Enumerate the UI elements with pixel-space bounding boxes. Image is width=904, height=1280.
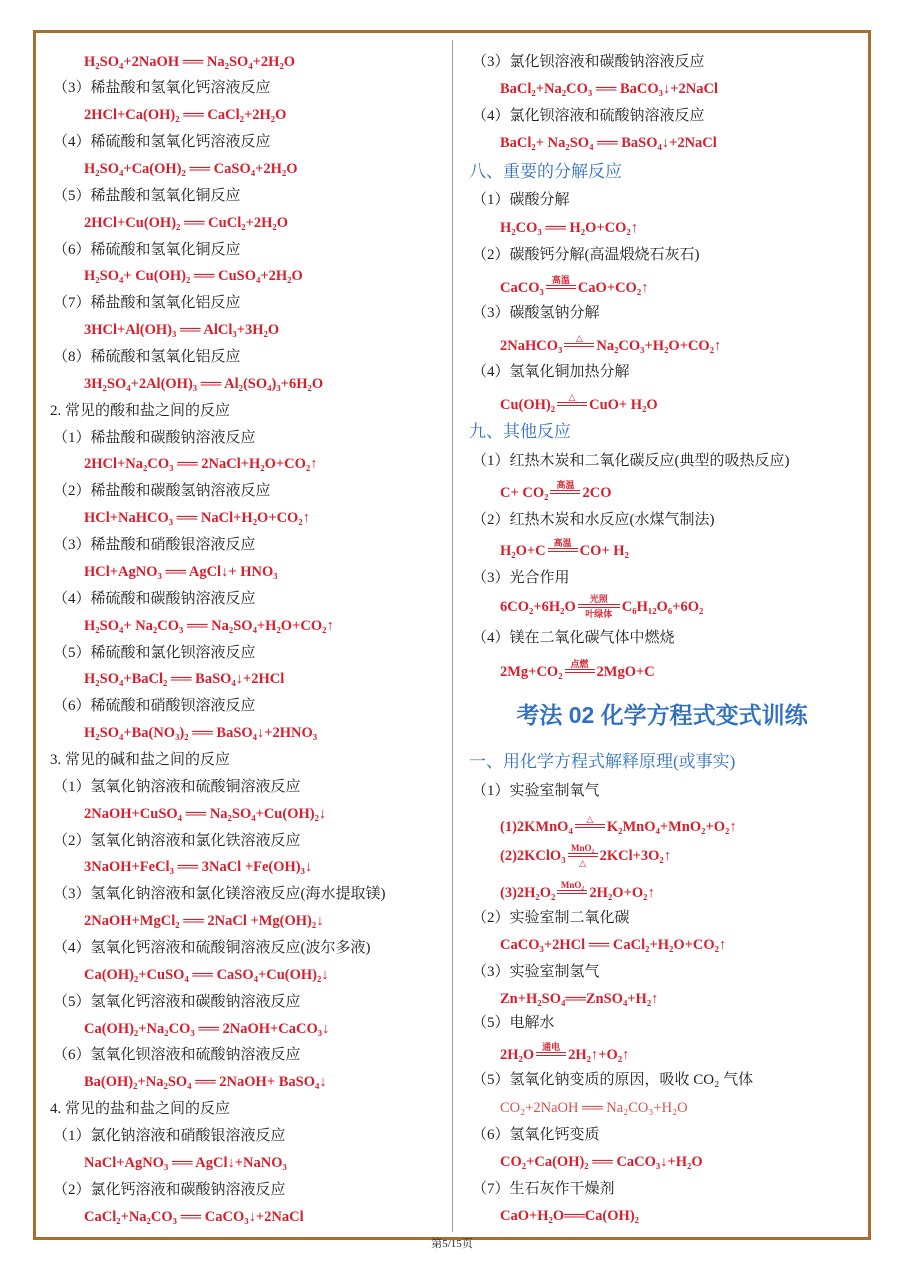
reaction-condition-below: 叶绿体 — [585, 609, 613, 619]
heat-symbol: △ — [579, 858, 587, 868]
reaction-heading: （5）稀盐酸和氢氧化铜反应 — [53, 187, 241, 204]
reaction-heading: （3）稀盐酸和硝酸银溶液反应 — [53, 537, 256, 554]
catalyst-label: MnO₂ — [570, 843, 595, 853]
equation-products: 2MgO+C — [596, 664, 655, 680]
reaction-heading: （1）氢氧化钠溶液和硫酸铜溶液反应 — [53, 778, 301, 795]
equation: CO₂+Ca(OH)₂ ══ CaCO₃↓+H₂O — [500, 1154, 703, 1170]
reaction-heading: （4）稀硫酸和氢氧化钙溶液反应 — [53, 134, 271, 151]
conditional-equation — [500, 392, 658, 418]
reaction-condition: 高温 — [553, 538, 572, 548]
equation: H₂SO₄+Ba(NO₃)₂ ══ BaSO₄↓+2HNO₃ — [84, 725, 318, 742]
conditional-equation — [500, 659, 655, 685]
equation: CaO+H₂O══Ca(OH)₂ — [500, 1208, 639, 1224]
reaction-condition: 通电 — [542, 1042, 561, 1052]
equation: CaCl₂+Na₂CO₃ ══ CaCO₃↓+2NaCl — [84, 1208, 304, 1225]
section-heading: 3. 常见的碱和盐之间的反应 — [50, 751, 231, 768]
equation-reactants: 2H₂O — [500, 1047, 535, 1063]
reaction-condition-sign — [557, 392, 587, 411]
equation-products: CuO+ H₂O — [589, 397, 658, 413]
equation-products: 2CO — [582, 485, 612, 501]
equation-reactants: 6CO₂+6H₂O — [500, 599, 576, 615]
equation-products: C₆H₁₂O₆+6O₂ — [621, 599, 704, 615]
conditional-equation — [500, 538, 629, 564]
reaction-heading: （2）氢氧化钠溶液和氯化铁溶液反应 — [53, 832, 301, 849]
conditional-equation — [500, 814, 737, 840]
reaction-heading: （2）稀盐酸和碳酸氢钠溶液反应 — [53, 483, 271, 500]
page-title: 考法 02 化学方程式变式训练 — [516, 702, 808, 728]
reaction-heading: （3）碳酸氢钠分解 — [472, 305, 600, 321]
equation: H₂CO₃ ══ H₂O+CO₂↑ — [500, 220, 639, 236]
reaction-heading: （5）氢氧化钠变质的原因，吸收 CO₂ 气体 — [472, 1072, 754, 1088]
reaction-heading: （2）红热木炭和水反应(水煤气制法) — [472, 512, 715, 528]
reaction-heading: （1）实验室制氧气 — [472, 783, 600, 799]
equation-products: K₂MnO₄+MnO₂+O₂↑ — [606, 819, 737, 835]
equation-reactants: H₂O+C — [500, 543, 546, 559]
page-number: 第5/15页 — [431, 1238, 473, 1250]
reaction-heading: （5）氢氧化钙溶液和碳酸钠溶液反应 — [53, 993, 301, 1010]
equation: 3H₂SO₄+2Al(OH)₃ ══ Al₂(SO₄)₃+6H₂O — [84, 375, 324, 392]
reaction-heading: （4）稀硫酸和碳酸钠溶液反应 — [53, 590, 256, 607]
reaction-heading: （3）稀盐酸和氢氧化钙溶液反应 — [53, 80, 271, 97]
equation: CaCO₃+2HCl ══ CaCl₂+H₂O+CO₂↑ — [500, 937, 727, 953]
reaction-heading: （1）稀盐酸和碳酸钠溶液反应 — [53, 429, 256, 446]
reaction-heading: （1）红热木炭和二氧化碳反应(典型的吸热反应) — [472, 453, 790, 469]
equation: H₂SO₄+ Cu(OH)₂ ══ CuSO₄+2H₂O — [84, 268, 303, 285]
equation-reactants: CaCO₃ — [500, 280, 544, 296]
reaction-heading: （3）光合作用 — [472, 570, 570, 586]
reaction-heading: （4）氢氧化铜加热分解 — [472, 364, 630, 380]
equation: H₂SO₄+BaCl₂ ══ BaSO₄↓+2HCl — [84, 671, 285, 688]
equation-products: Na₂CO₃+H₂O+CO₂↑ — [596, 338, 722, 354]
equation: 2HCl+Ca(OH)₂ ══ CaCl₂+2H₂O — [84, 107, 287, 124]
conditional-equation — [500, 594, 703, 620]
reaction-condition-sign — [557, 880, 587, 899]
column-divider — [452, 40, 453, 1232]
catalyst-label: MnO₂ — [560, 880, 585, 890]
reaction-heading: （2）碳酸钙分解(高温煅烧石灰石) — [472, 247, 700, 263]
equation: Ca(OH)₂+CuSO₄ ══ CaSO₄+Cu(OH)₂↓ — [84, 966, 329, 983]
equation-reactants: (3)2H₂O₂ — [500, 885, 556, 901]
equation: CO₂+2NaOH ══ Na₂CO₃+H₂O — [500, 1100, 688, 1116]
reaction-heading: （6）稀硫酸和硝酸钡溶液反应 — [53, 698, 256, 715]
equation-products: CaO+CO₂↑ — [577, 280, 649, 296]
reaction-heading: （3）氯化钡溶液和碳酸钠溶液反应 — [472, 54, 705, 70]
reaction-heading: （4）氢氧化钙溶液和硫酸铜溶液反应(波尔多液) — [53, 939, 371, 956]
equation: BaCl₂+ Na₂SO₄ ══ BaSO₄↓+2NaCl — [500, 135, 717, 151]
equation-products: 2H₂O+O₂↑ — [589, 885, 655, 901]
reaction-condition: 点燃 — [570, 659, 589, 669]
reaction-heading: （1）碳酸分解 — [472, 192, 570, 208]
reaction-heading: （5）电解水 — [472, 1015, 555, 1031]
conditional-equation — [500, 333, 721, 359]
section-heading: 4. 常见的盐和盐之间的反应 — [50, 1101, 231, 1118]
reaction-heading: （2）氯化钙溶液和碳酸钠溶液反应 — [53, 1181, 286, 1198]
reaction-heading: （6）氢氧化钙变质 — [472, 1127, 600, 1143]
equation: HCl+NaHCO₃ ══ NaCl+H₂O+CO₂↑ — [84, 510, 310, 527]
reaction-condition: 光照 — [589, 594, 608, 604]
equation: HCl+AgNO₃ ══ AgCl↓+ HNO₃ — [84, 563, 278, 580]
heat-symbol: △ — [575, 333, 583, 343]
equation: 3NaOH+FeCl₃ ══ 3NaCl +Fe(OH)₃↓ — [84, 859, 313, 876]
conditional-equation — [500, 880, 655, 906]
reaction-heading: （5）稀硫酸和氯化钡溶液反应 — [53, 644, 256, 661]
reaction-heading: （3）实验室制氢气 — [472, 964, 600, 980]
reaction-condition-sign — [536, 1042, 566, 1061]
equation: H₂SO₄+Ca(OH)₂ ══ CaSO₄+2H₂O — [84, 161, 298, 178]
reaction-condition-sign — [565, 659, 595, 678]
section-heading: 一、用化学方程式解释原理(或事实) — [469, 752, 736, 771]
conditional-equation — [500, 275, 648, 301]
reaction-heading: （6）稀硫酸和氢氧化铜反应 — [53, 241, 241, 258]
reaction-heading: （6）氢氧化钡溶液和硫酸钠溶液反应 — [53, 1047, 301, 1064]
reaction-heading: （7）稀盐酸和氢氧化铝反应 — [53, 295, 241, 312]
reaction-heading: （4）氯化钡溶液和硫酸钠溶液反应 — [472, 108, 705, 124]
reaction-heading: （4）镁在二氧化碳气体中燃烧 — [472, 630, 675, 646]
equation: H₂SO₄+ Na₂CO₃ ══ Na₂SO₄+H₂O+CO₂↑ — [84, 617, 334, 634]
reaction-condition-sign — [548, 538, 578, 557]
reaction-condition-sign — [564, 333, 594, 352]
reaction-condition-sign — [568, 843, 598, 868]
equation-reactants: 2Mg+CO₂ — [500, 664, 563, 680]
reaction-heading: （2）实验室制二氧化碳 — [472, 910, 630, 926]
reaction-condition: 高温 — [551, 275, 570, 285]
equation: 3HCl+Al(OH)₃ ══ AlCl₃+3H₂O — [84, 322, 280, 339]
reaction-condition-sign — [546, 275, 576, 294]
equation: H₂SO₄+2NaOH ══ Na₂SO₄+2H₂O — [84, 53, 296, 70]
equation-products: 2KCl+3O₂↑ — [599, 848, 671, 864]
reaction-condition: 高温 — [556, 480, 575, 490]
equation: 2NaOH+MgCl₂ ══ 2NaCl +Mg(OH)₂↓ — [84, 913, 324, 930]
equation: NaCl+AgNO₃ ══ AgCl↓+NaNO₃ — [84, 1154, 287, 1171]
equation: Ba(OH)₂+Na₂SO₄ ══ 2NaOH+ BaSO₄↓ — [84, 1074, 327, 1091]
equation: Ca(OH)₂+Na₂CO₃ ══ 2NaOH+CaCO₃↓ — [84, 1020, 330, 1037]
section-heading: 八、重要的分解反应 — [469, 162, 622, 181]
equation-products: 2H₂↑+O₂↑ — [568, 1047, 630, 1063]
section-heading: 2. 常见的酸和盐之间的反应 — [50, 402, 231, 419]
reaction-condition-sign — [575, 814, 605, 833]
conditional-equation — [500, 480, 611, 506]
reaction-heading: （3）氢氧化钠溶液和氯化镁溶液反应(海水提取镁) — [53, 886, 386, 903]
reaction-condition-sign — [578, 594, 620, 619]
equation: Zn+H₂SO₄══ZnSO₄+H₂↑ — [500, 991, 659, 1007]
equation-reactants: 2NaHCO₃ — [500, 338, 563, 354]
equation: 2HCl+Cu(OH)₂ ══ CuCl₂+2H₂O — [84, 214, 288, 231]
reaction-heading: （8）稀硫酸和氢氧化铝反应 — [53, 349, 241, 366]
equation-reactants: C+ CO₂ — [500, 485, 549, 501]
heat-symbol: △ — [586, 814, 594, 824]
equation-reactants: (2)2KClO₃ — [500, 848, 566, 864]
reaction-condition-sign — [550, 480, 580, 499]
equation: BaCl₂+Na₂CO₃ ══ BaCO₃↓+2NaCl — [500, 81, 718, 97]
equation-products: CO+ H₂ — [579, 543, 629, 559]
heat-symbol: △ — [568, 392, 576, 402]
conditional-equation — [500, 843, 671, 869]
equation-reactants: Cu(OH)₂ — [500, 397, 556, 413]
equation: 2HCl+Na₂CO₃ ══ 2NaCl+H₂O+CO₂↑ — [84, 456, 318, 473]
reaction-heading: （1）氯化钠溶液和硝酸银溶液反应 — [53, 1127, 286, 1144]
conditional-equation — [500, 1042, 629, 1068]
left-column — [0, 49, 450, 1231]
reaction-heading: （7）生石灰作干燥剂 — [472, 1181, 615, 1197]
section-heading: 九、其他反应 — [469, 422, 571, 441]
equation: 2NaOH+CuSO₄ ══ Na₂SO₄+Cu(OH)₂↓ — [84, 805, 327, 822]
equation-reactants: (1)2KMnO₄ — [500, 819, 573, 835]
